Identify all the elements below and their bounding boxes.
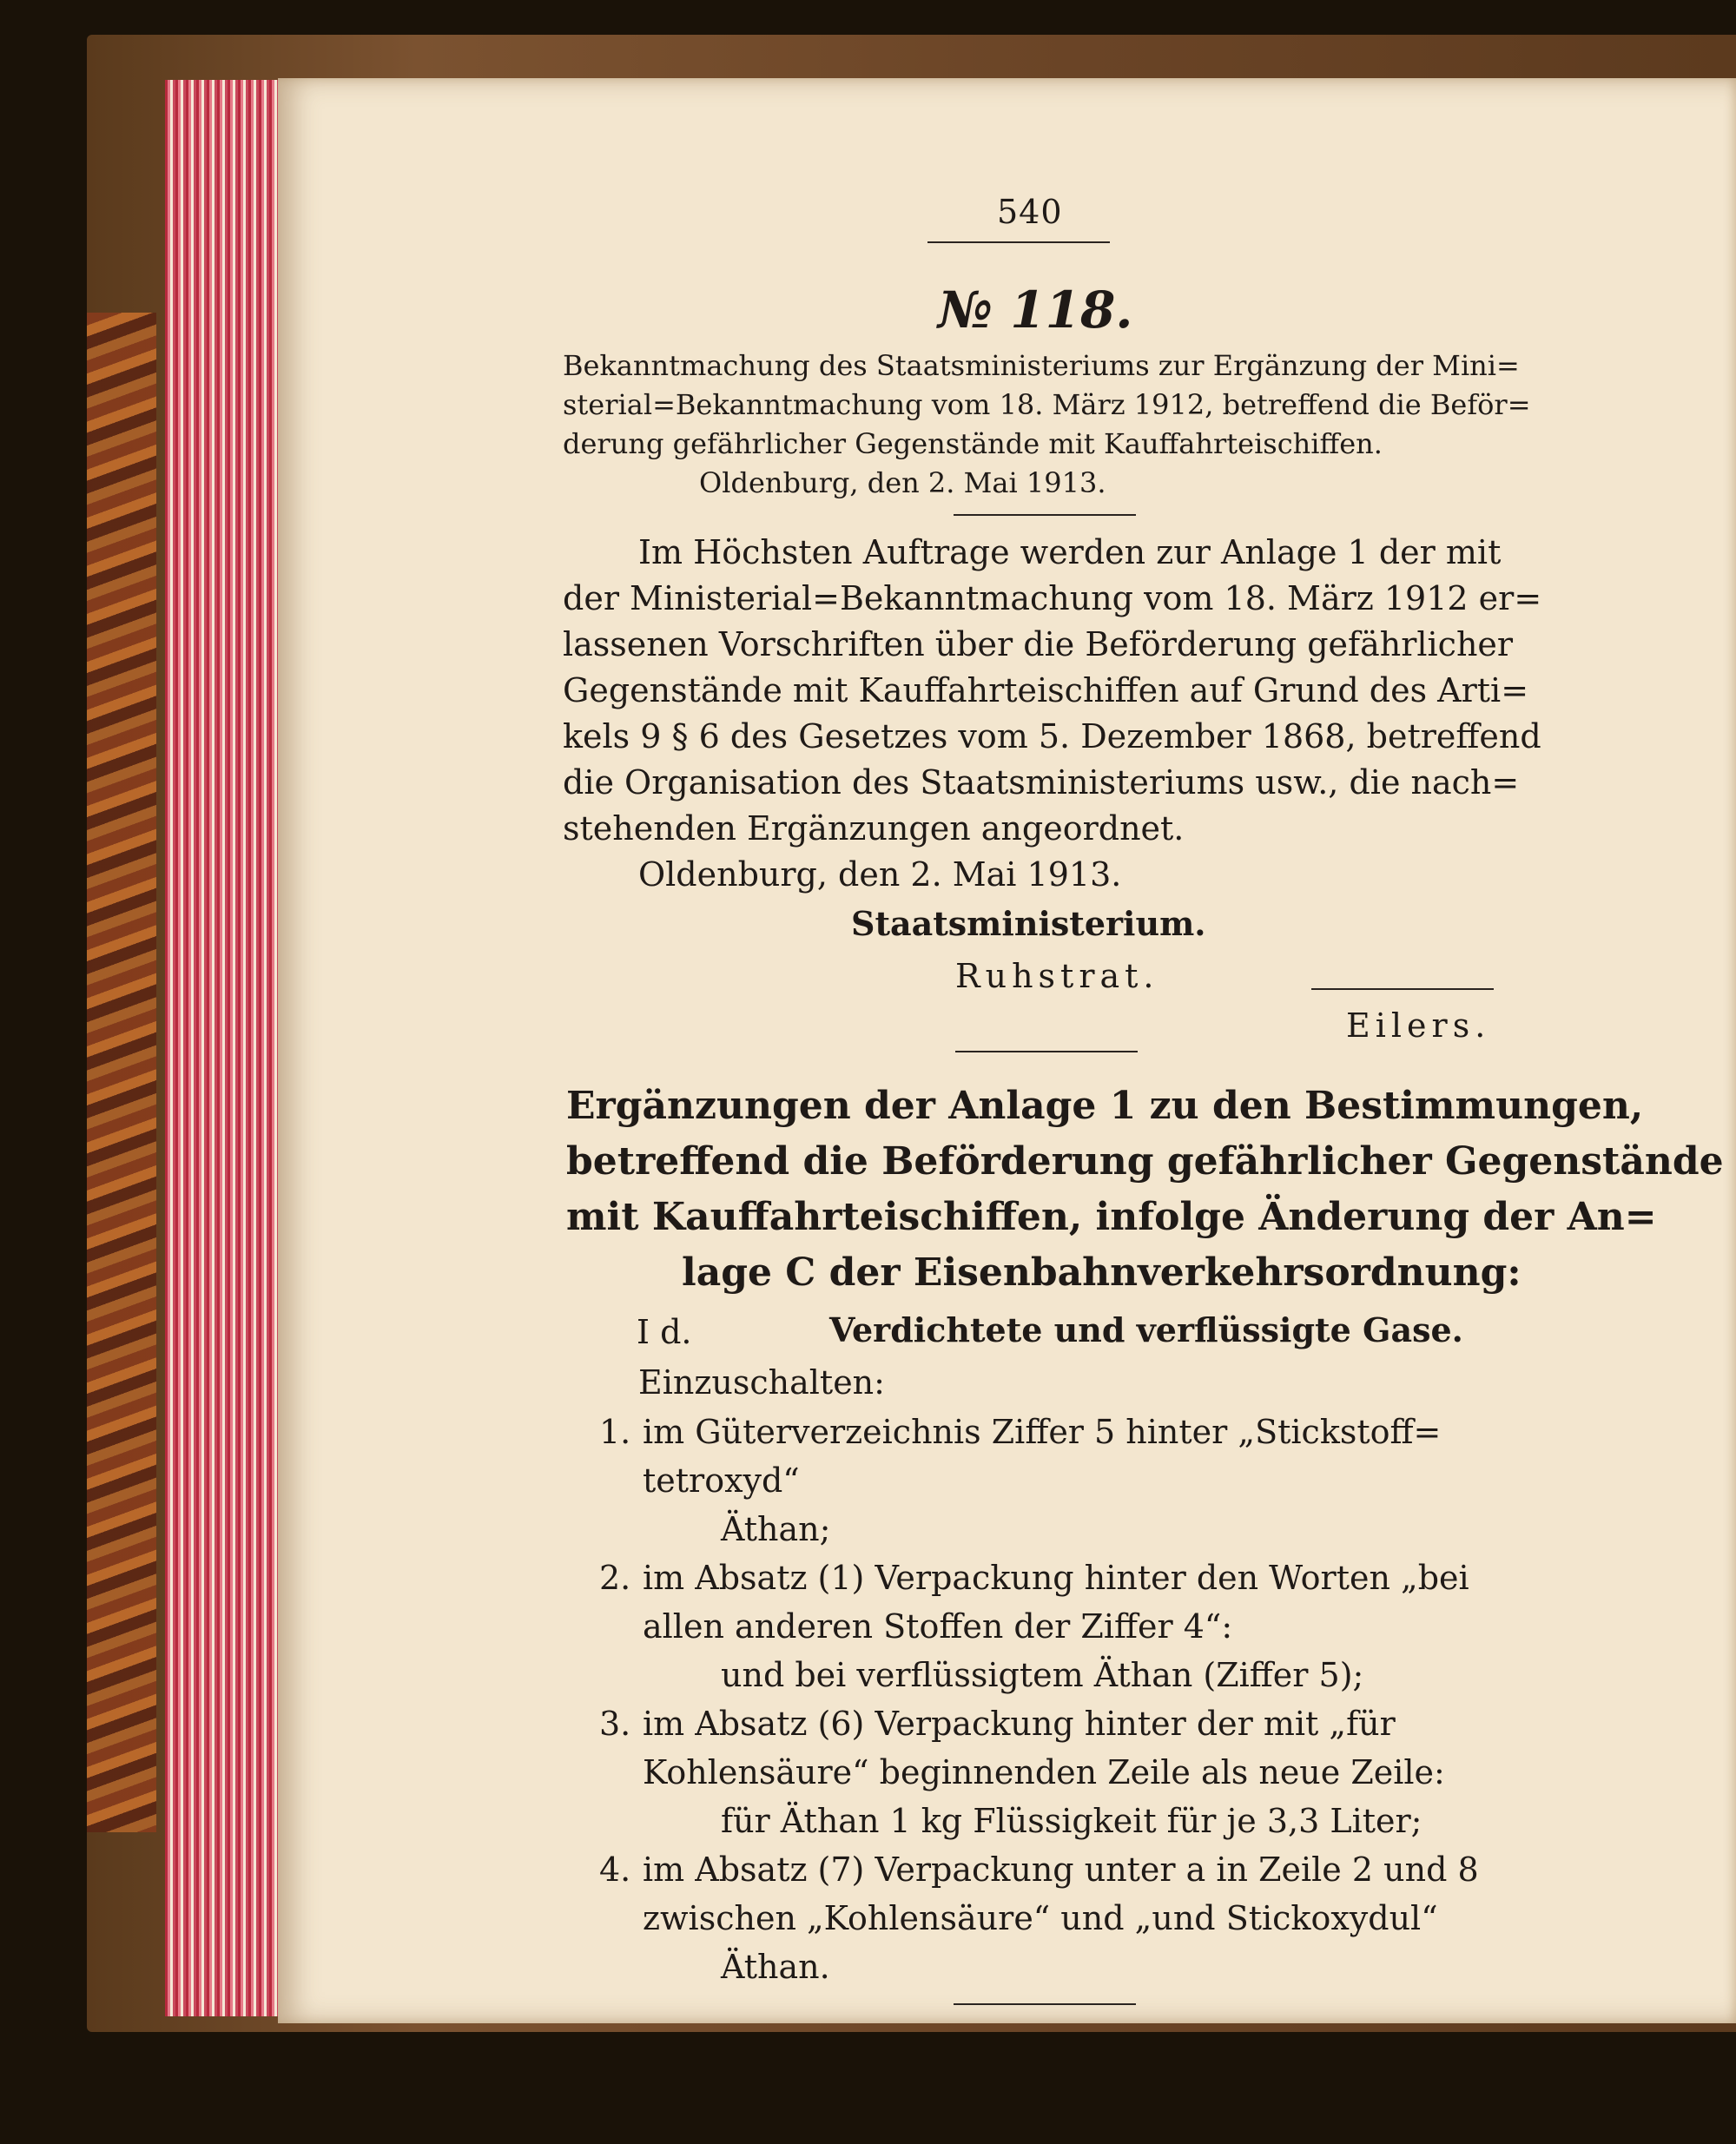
item-line: im Absatz (7) Verpackung unter a in Zeile 2 und 8 — [643, 1850, 1479, 1889]
authority: Staatsministerium. — [851, 904, 1206, 943]
item-insert: und bei verflüssigtem Äthan (Ziffer 5); — [721, 1656, 1364, 1694]
item-insert: Äthan. — [721, 1948, 830, 1986]
end-rule — [954, 2003, 1136, 2005]
marbled-board — [87, 313, 156, 1832]
item-line: Kohlensäure“ beginnenden Zeile als neue Zeile: — [643, 1753, 1445, 1791]
page-edges — [165, 80, 295, 2016]
section-heading-line: mit Kauffahrteischiffen, infolge Änderung der An= — [566, 1195, 1657, 1239]
body-line: stehenden Ergänzungen angeordnet. — [563, 809, 1185, 848]
signer-ruhstrat: Ruhstrat. — [955, 957, 1159, 995]
item-insert: Äthan; — [721, 1510, 831, 1548]
page-number: 540 — [997, 193, 1063, 231]
section-heading-line: lage C der Eisenbahnverkehrsordnung: — [682, 1250, 1521, 1295]
title-dateline: Oldenburg, den 2. Mai 1913. — [699, 466, 1106, 499]
signer-eilers: Eilers. — [1346, 1006, 1491, 1045]
body-line: der Ministerial=Bekanntmachung vom 18. März 1912 er= — [563, 579, 1542, 617]
item-line: im Güterverzeichnis Ziffer 5 hinter „Stickstoff= — [643, 1413, 1442, 1451]
section-rule — [955, 1051, 1138, 1052]
item-number: 1. — [599, 1413, 631, 1451]
section-heading-line: Ergänzungen der Anlage 1 zu den Bestimmungen, — [566, 1084, 1644, 1128]
title-line: sterial=Bekanntmachung vom 18. März 1912, betreffend die Beför= — [563, 388, 1531, 421]
subsection-number: I d. — [637, 1313, 692, 1351]
subsection-title: Verdichtete und verflüssigte Gase. — [829, 1310, 1463, 1349]
section-heading-line: betreffend die Beförderung gefährlicher Gegenstände — [566, 1139, 1724, 1184]
body-line: Gegenstände mit Kauffahrteischiffen auf Grund des Arti= — [563, 671, 1529, 709]
body-line: lassenen Vorschriften über die Beförderung gefährlicher — [563, 625, 1514, 663]
title-rule — [954, 514, 1136, 516]
intro-label: Einzuschalten: — [638, 1363, 885, 1402]
item-number: 3. — [599, 1705, 631, 1743]
item-line: im Absatz (6) Verpackung hinter der mit „für — [643, 1705, 1396, 1743]
item-number: 2. — [599, 1559, 631, 1597]
item-line: zwischen „Kohlensäure“ und „und Stickoxydul“ — [643, 1899, 1438, 1937]
item-line: tetroxyd“ — [643, 1461, 800, 1500]
body-dateline: Oldenburg, den 2. Mai 1913. — [638, 855, 1122, 894]
body-line: die Organisation des Staatsministeriums usw., die nach= — [563, 763, 1520, 802]
title-line: Bekanntmachung des Staatsministeriums zur Ergänzung der Mini= — [563, 349, 1520, 382]
title-line: derung gefährlicher Gegenstände mit Kauffahrteischiffen. — [563, 427, 1383, 460]
item-line: allen anderen Stoffen der Ziffer 4“: — [643, 1607, 1233, 1646]
signature-rule — [1311, 988, 1494, 990]
item-line: im Absatz (1) Verpackung hinter den Worten „bei — [643, 1559, 1469, 1597]
item-number: 4. — [599, 1850, 631, 1889]
item-insert: für Äthan 1 kg Flüssigkeit für je 3,3 Liter; — [721, 1802, 1422, 1840]
page-number-rule — [927, 241, 1110, 243]
body-line: Im Höchsten Auftrage werden zur Anlage 1 der mit — [638, 533, 1502, 571]
body-line: kels 9 § 6 des Gesetzes vom 5. Dezember 1868, betreffend — [563, 717, 1541, 755]
document-number: № 118. — [938, 280, 1133, 340]
